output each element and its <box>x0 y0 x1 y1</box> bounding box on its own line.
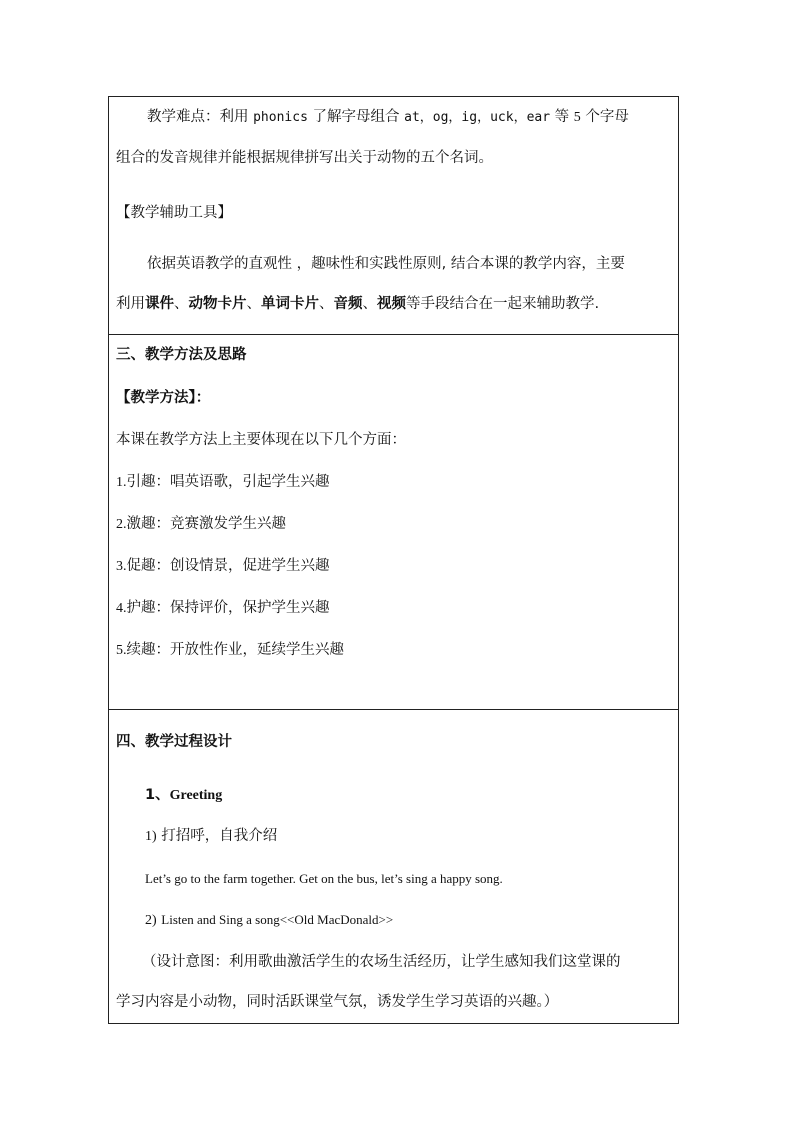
sub-step-2: 2) Listen and Sing a song<<Old MacDonald>> <box>145 912 394 928</box>
design-intent-line-2: 学习内容是小动物，同时活跃课堂气氛，诱发学生学习英语的兴趣。） <box>116 994 559 1010</box>
tools-line-2: 利用课件、动物卡片、单词卡片、音频、视频等手段结合在一起来辅助教学. <box>116 296 600 312</box>
methods-heading: 【教学方法】： <box>116 390 211 406</box>
design-intent-line-1: （设计意图：利用歌曲激活学生的农场生活经历，让学生感知我们这堂课的 <box>142 954 621 970</box>
method-item-1: 1.引趣：唱英语歌，引起学生兴趣 <box>116 474 330 490</box>
step-1-heading: 1、Greeting <box>145 787 223 803</box>
sub-step-1-english: Let’s go to the farm together. Get on the bus, let’s sing a happy song. <box>145 871 503 886</box>
difficulty-line-2: 组合的发音规律并能根据规律拼写出关于动物的五个名词。 <box>116 150 493 166</box>
sub-step-1: 1) 打招呼，自我介绍 <box>145 828 278 844</box>
method-item-5: 5.续趣：开放性作业，延续学生兴趣 <box>116 642 344 658</box>
section-4-heading: 四、教学过程设计 <box>116 734 232 750</box>
row-divider-2 <box>109 709 678 710</box>
method-item-3: 3.促趣：创设情景，促进学生兴趣 <box>116 558 330 574</box>
row-divider-1 <box>109 334 678 335</box>
section-3-heading: 三、教学方法及思路 <box>116 347 247 363</box>
tools-line-1: 依据英语教学的直观性 ，趣味性和实践性原则, 结合本课的教学内容，主要 <box>147 256 625 272</box>
difficulty-line-1: 教学难点：利用 phonics 了解字母组合 at，og，ig，uck，ear 等 5 个字母 <box>147 109 629 125</box>
tools-heading: 【教学辅助工具】 <box>116 205 232 221</box>
method-item-4: 4.护趣：保持评价，保护学生兴趣 <box>116 600 330 616</box>
method-item-2: 2.激趣：竞赛激发学生兴趣 <box>116 516 286 532</box>
methods-intro: 本课在教学方法上主要体现在以下几个方面： <box>116 432 406 448</box>
